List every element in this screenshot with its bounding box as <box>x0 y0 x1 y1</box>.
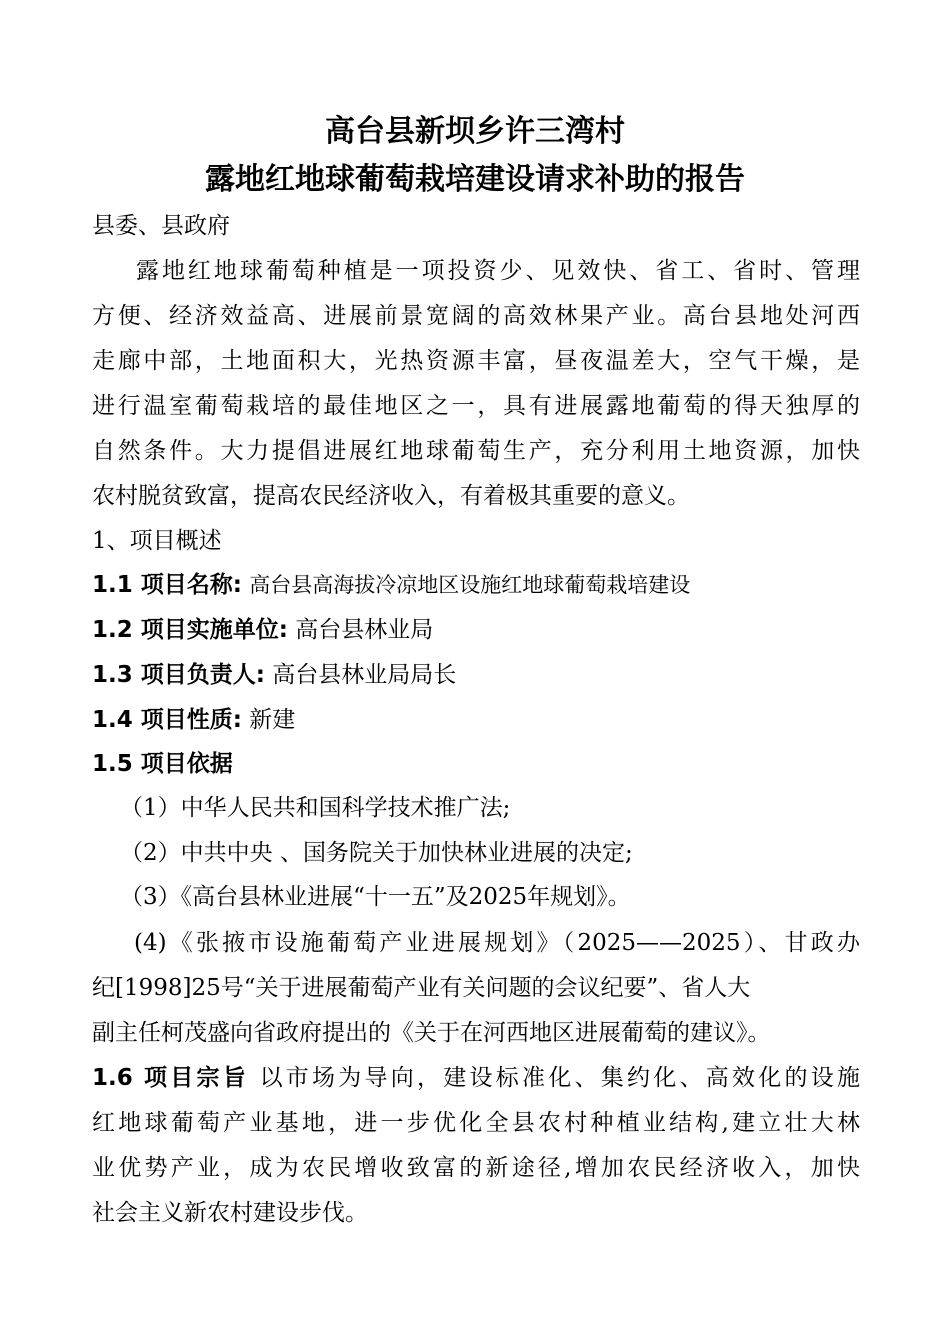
purpose-line: 社会主义新农村建设步伐。 <box>92 1200 368 1226</box>
item-label: 1.3 项目负责人: <box>92 662 265 688</box>
basis-list-item: （3）《高台县林业进展“十一五”及2025年规划》。 <box>120 884 631 910</box>
item-project-basis <box>92 749 860 779</box>
section-heading: 1、项目概述 <box>92 528 222 554</box>
intro-line: 自然条件。大力提倡进展红地球葡萄生产，充分利用土地资源，加快 <box>92 438 860 464</box>
item-value: 高台县林业局局长 <box>272 662 457 688</box>
intro-line: 走廊中部，土地面积大，光热资源丰富，昼夜温差大，空气干燥，是 <box>92 348 860 374</box>
title-line-2: 露地红地球葡萄栽培建设请求补助的报告 <box>205 162 745 197</box>
intro-line: 进行温室葡萄栽培的最佳地区之一，具有进展露地葡萄的得天独厚的 <box>92 393 860 419</box>
item-label: 1.2 项目实施单位: <box>92 617 288 643</box>
item-label: 1.6 项目宗旨 <box>92 1065 249 1091</box>
item-project-nature <box>92 705 860 735</box>
purpose-line: 业优势产业，成为农民增收致富的新途径,增加农民经济收入，加快 <box>92 1155 860 1181</box>
item-label: 1.4 项目性质: <box>92 707 242 733</box>
item-value: 高台县林业局 <box>295 617 434 643</box>
basis-item-4-line: (4)《张掖市设施葡萄产业进展规划》（2025——2025）、甘政办 <box>134 930 860 956</box>
item-project-name <box>92 570 860 600</box>
item-project-purpose <box>92 1063 860 1093</box>
item-label: 1.5 项目依据 <box>92 751 233 777</box>
basis-list-item: （1）中华人民共和国科学技术推广法; <box>120 795 511 821</box>
item-value: 新建 <box>249 707 296 733</box>
title-line-1: 高台县新坝乡许三湾村 <box>325 114 625 149</box>
purpose-line: 红地球葡萄产业基地，进一步优化全县农村种植业结构,建立壮大林 <box>92 1110 860 1136</box>
intro-line: 露地红地球葡萄种植是一项投资少、见效快、省工、省时、管理 <box>136 258 860 284</box>
intro-line: 农村脱贫致富，提高农民经济收入，有着极其重要的意义。 <box>92 483 690 509</box>
basis-item-4-line: 副主任柯茂盛向省政府提出的《关于在河西地区进展葡萄的建议》。 <box>92 1020 771 1046</box>
salutation: 县委、县政府 <box>92 213 230 239</box>
item-project-leader <box>92 660 860 690</box>
item-label: 1.1 项目名称: <box>92 572 242 598</box>
item-implementing-unit <box>92 615 860 645</box>
item-value: 高台县高海拔冷凉地区设施红地球葡萄栽培建设 <box>249 573 691 597</box>
intro-line: 方便、经济效益高、进展前景宽阔的高效林果产业。高台县地处河西 <box>92 303 860 329</box>
purpose-text: 以市场为导向，建设标准化、集约化、高效化的设施 <box>259 1065 861 1091</box>
basis-list-item: （2）中共中央 、国务院关于加快林业进展的决定; <box>120 840 633 866</box>
basis-item-4-line: 纪[1998]25号“关于进展葡萄产业有关问题的会议纪要”、省人大 <box>92 975 751 1001</box>
